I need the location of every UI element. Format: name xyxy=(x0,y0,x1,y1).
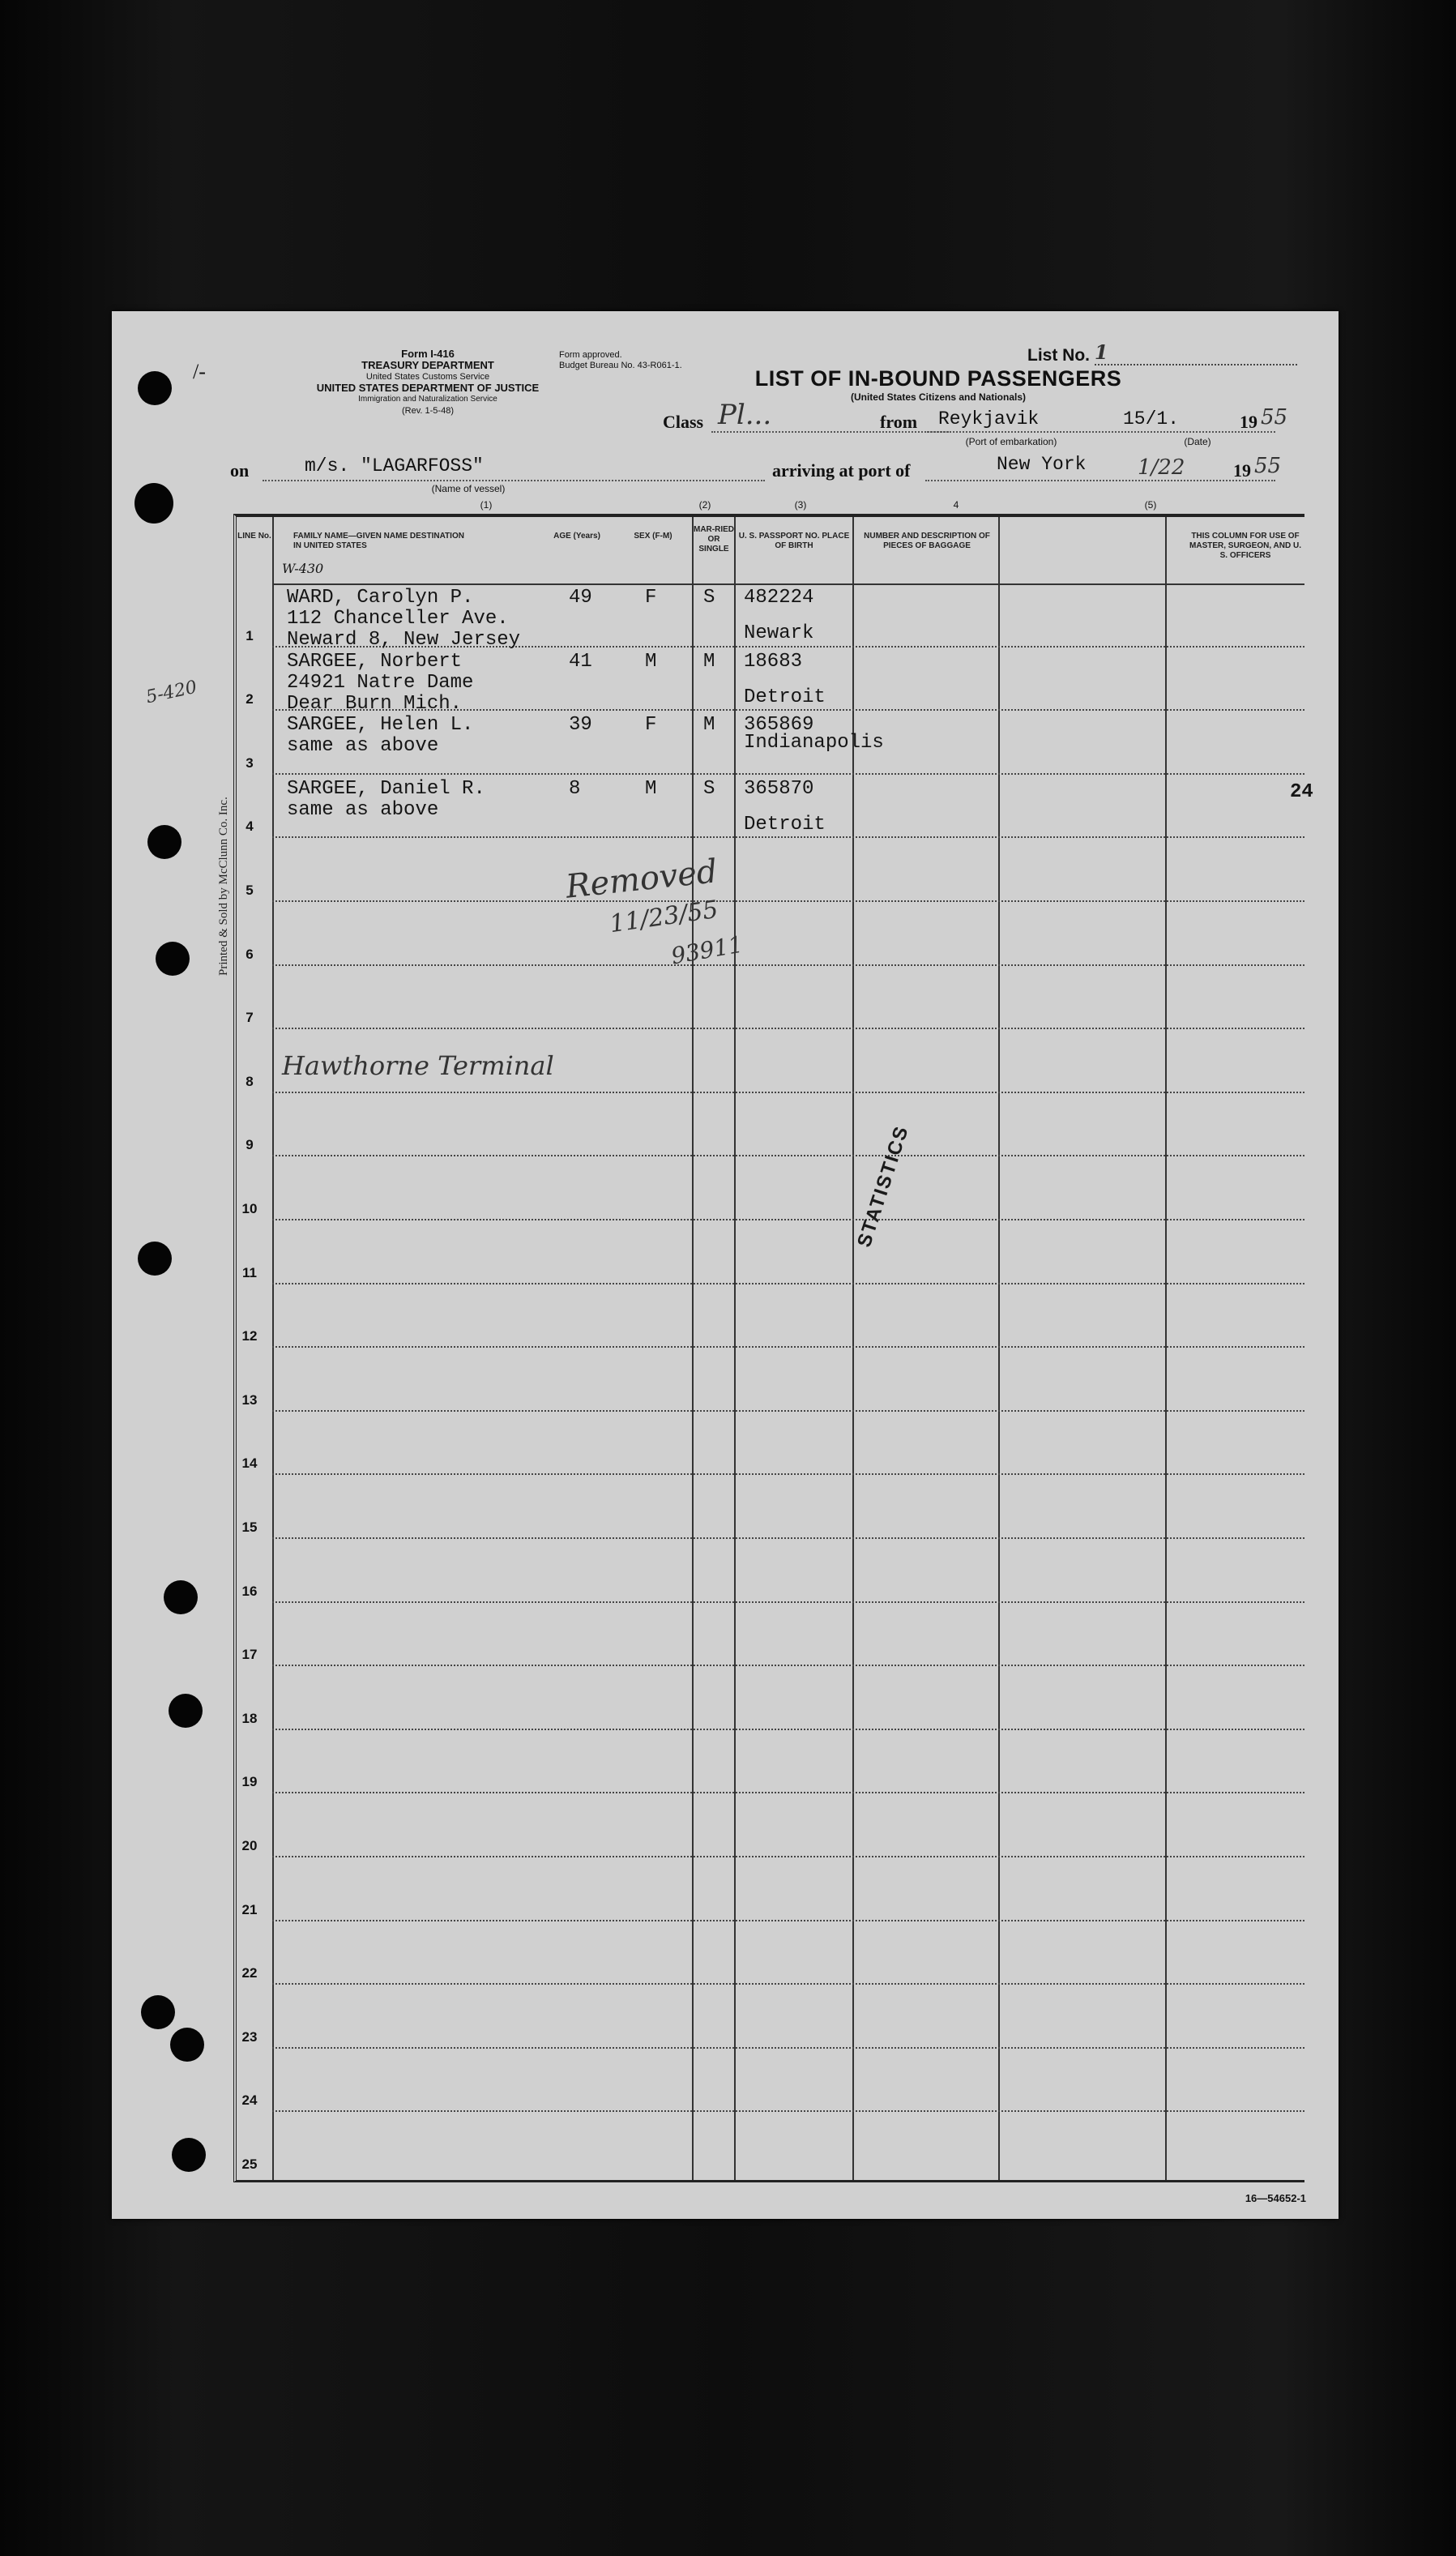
line-number: 7 xyxy=(246,1010,254,1026)
passenger-name: SARGEE, Norbert xyxy=(287,650,463,673)
header-baggage: NUMBER AND DESCRIPTION OF PIECES OF BAGGAGE xyxy=(864,532,990,550)
customs-service: United States Customs Service xyxy=(365,372,490,382)
line-number: 17 xyxy=(241,1647,258,1663)
header-officers: THIS COLUMN FOR USE OF MASTER, SURGEON, AND U. S. OFFICERS xyxy=(1189,532,1301,560)
passenger-address: same as above xyxy=(287,735,439,758)
row-rule xyxy=(272,1346,1304,1348)
budget-bureau: Budget Bureau No. 43-R061-1. xyxy=(559,361,682,370)
line-number: 3 xyxy=(246,754,254,771)
row-rule xyxy=(272,1537,1304,1539)
passenger-address-2: Neward 8, New Jersey xyxy=(287,629,521,651)
line-number: 8 xyxy=(246,1073,254,1089)
col-divider xyxy=(852,517,854,2180)
class-value: Pl... xyxy=(718,399,772,431)
passport-number: 365870 xyxy=(744,777,814,800)
officer-note: 24 xyxy=(1290,780,1313,803)
arrival-year: 55 xyxy=(1254,454,1282,478)
passport-number: 482224 xyxy=(744,587,814,609)
col-divider xyxy=(734,517,736,2180)
margin-mark: /- xyxy=(193,360,206,383)
passenger-address: 112 Chanceller Ave. xyxy=(287,608,509,630)
passenger-name: SARGEE, Helen L. xyxy=(287,714,474,737)
line-number: 22 xyxy=(241,1965,258,1981)
punch-hole xyxy=(138,1242,172,1276)
review-signature: Removed xyxy=(564,853,719,906)
printer-imprint: Printed & Sold by McClunn Co. Inc. xyxy=(217,797,230,976)
line-number: 6 xyxy=(246,946,254,962)
form-header-left xyxy=(298,348,557,417)
list-number xyxy=(1027,340,1297,365)
punch-hole xyxy=(169,1694,203,1728)
passenger-sex: F xyxy=(645,587,657,609)
birth-place: Detroit xyxy=(744,813,826,836)
line-number: 24 xyxy=(241,2092,258,2109)
col-num-3: (3) xyxy=(794,499,807,511)
line-number: 23 xyxy=(241,2028,258,2045)
row-rule xyxy=(272,1155,1304,1156)
terminal-note: Hawthorne Terminal xyxy=(282,1050,554,1081)
line-number: 9 xyxy=(246,1137,254,1153)
passenger-marital: S xyxy=(703,777,715,800)
margin-note: 5-420 xyxy=(144,677,199,708)
row-rule xyxy=(272,1028,1304,1029)
form-code: 16—54652-1 xyxy=(1245,2192,1306,2204)
year-prefix: 19 xyxy=(1240,412,1257,432)
justice-dept: UNITED STATES DEPARTMENT OF JUSTICE xyxy=(316,382,540,394)
passenger-age: 49 xyxy=(569,587,592,609)
arrival-date: 1/22 xyxy=(1138,455,1185,480)
passenger-age: 41 xyxy=(569,650,592,673)
row-rule xyxy=(272,1473,1304,1475)
vessel-field-line xyxy=(263,480,765,481)
punch-hole xyxy=(172,2138,206,2172)
from-field-line xyxy=(927,431,1275,433)
passenger-marital: M xyxy=(703,714,715,737)
subtitle-text: (United States Citizens and Nationals) xyxy=(850,391,1027,403)
line-number: 15 xyxy=(241,1519,258,1535)
line-number: 19 xyxy=(241,1774,258,1790)
row-rule xyxy=(272,1410,1304,1412)
line-number: 10 xyxy=(241,1201,258,1216)
vessel-caption: (Name of vessel) xyxy=(431,483,506,494)
header-married: MAR-RIED OR SINGLE xyxy=(694,525,734,554)
col-num-5: (5) xyxy=(1144,499,1157,511)
line-number: 1 xyxy=(246,627,254,643)
port-embarkation-caption: (Port of embarkation) xyxy=(965,436,1057,447)
header-rule xyxy=(272,583,1304,585)
birth-place: Newark xyxy=(744,622,814,644)
from-label: from xyxy=(880,412,918,432)
header-passport: U. S. PASSPORT NO. PLACE OF BIRTH xyxy=(738,532,850,550)
row-rule xyxy=(272,1219,1304,1220)
line-number: 21 xyxy=(241,1901,258,1917)
embarkation-date: 15/1. xyxy=(1123,408,1180,430)
line-number: 12 xyxy=(241,1328,258,1344)
punch-hole xyxy=(156,942,190,976)
line-number: 16 xyxy=(241,1583,258,1599)
row-rule xyxy=(272,773,1304,775)
form-number: Form I-416 xyxy=(401,348,455,360)
line-number: 18 xyxy=(241,1710,258,1726)
header-sex: SEX (F-M) xyxy=(634,532,672,541)
review-code: 93911 xyxy=(668,930,745,970)
passport-number: 18683 xyxy=(744,650,803,673)
arrival-port: New York xyxy=(997,454,1087,475)
passport-number: 365869 xyxy=(744,714,814,737)
treasury-dept: TREASURY DEPARTMENT xyxy=(361,359,494,371)
line-number: 4 xyxy=(246,819,254,835)
col-num-2: (2) xyxy=(698,499,711,511)
list-number-label: List No. xyxy=(1027,346,1090,365)
row-rule xyxy=(272,1792,1304,1793)
passenger-sex: M xyxy=(645,650,657,673)
col-divider xyxy=(998,517,1000,2180)
embarkation-year: 55 xyxy=(1261,405,1288,430)
line-number: 14 xyxy=(241,1455,258,1472)
passenger-marital: M xyxy=(703,650,715,673)
line-number: 2 xyxy=(246,691,254,707)
passenger-name: SARGEE, Daniel R. xyxy=(287,777,485,800)
row-rule xyxy=(272,1601,1304,1603)
line-number: 20 xyxy=(241,1838,258,1853)
line-number: 25 xyxy=(241,2156,258,2172)
passenger-marital: S xyxy=(703,587,715,609)
col-num-4: 4 xyxy=(953,499,959,511)
date-caption: (Date) xyxy=(1184,436,1211,447)
passenger-address: same as above xyxy=(287,798,439,821)
row-rule xyxy=(272,1092,1304,1093)
punch-hole xyxy=(134,483,173,524)
vessel-name: m/s. "LAGARFOSS" xyxy=(305,455,484,477)
punch-hole xyxy=(138,371,172,405)
punch-hole xyxy=(147,825,181,859)
row-rule xyxy=(272,1983,1304,1985)
punch-hole xyxy=(170,2028,204,2062)
line-number: 13 xyxy=(241,1391,258,1408)
col-divider xyxy=(272,517,274,2180)
col-divider xyxy=(692,517,694,2180)
birth-place: Indianapolis xyxy=(744,732,884,754)
row-rule xyxy=(272,900,1304,902)
passenger-sex: F xyxy=(645,714,657,737)
row-rule xyxy=(272,1283,1304,1284)
col-divider xyxy=(1165,517,1167,2180)
passenger-table xyxy=(233,514,1313,2182)
passenger-age: 8 xyxy=(569,777,581,800)
arriving-label: arriving at port of xyxy=(772,460,911,481)
title-text: LIST OF IN-BOUND PASSENGERS xyxy=(754,366,1122,391)
approval-line: Form approved. xyxy=(559,350,622,360)
arrival-year-prefix: 19 xyxy=(1233,460,1251,481)
header-name: FAMILY NAME—GIVEN NAME DESTINATION IN UNITED STATES xyxy=(293,532,464,550)
ins-service: Immigration and Naturalization Service xyxy=(358,395,497,404)
review-date: 11/23/55 xyxy=(608,895,720,939)
line-number: 11 xyxy=(242,1264,257,1280)
row-rule xyxy=(272,1729,1304,1730)
passenger-address: 24921 Natre Dame xyxy=(287,671,474,694)
punch-hole xyxy=(141,1995,175,2029)
row-rule xyxy=(272,964,1304,966)
row-rule xyxy=(272,1856,1304,1857)
passenger-address-2: Dear Burn Mich. xyxy=(287,692,463,715)
passenger-age: 39 xyxy=(569,714,592,737)
header-age: AGE (Years) xyxy=(553,532,600,541)
passenger-note: W-430 xyxy=(282,561,324,576)
form-approval xyxy=(559,350,682,371)
col-num-1: (1) xyxy=(480,499,493,511)
row-rule xyxy=(272,1920,1304,1921)
line-number: 5 xyxy=(246,883,254,898)
header-line-no: LINE No. xyxy=(237,532,271,541)
row-rule xyxy=(272,836,1304,838)
punch-hole xyxy=(164,1580,198,1614)
row-rule xyxy=(272,2110,1304,2112)
document-title xyxy=(711,366,1165,403)
arrival-field-line xyxy=(925,480,1275,481)
passenger-name: WARD, Carolyn P. xyxy=(287,587,474,609)
birth-place: Detroit xyxy=(744,686,826,708)
class-label: Class xyxy=(663,412,704,432)
passenger-sex: M xyxy=(645,777,657,800)
row-rule xyxy=(272,2047,1304,2049)
embarkation-port: Reykjavik xyxy=(938,408,1040,430)
row-rule xyxy=(272,1665,1304,1666)
manifest-page xyxy=(112,311,1339,2219)
statistics-stamp: STATISTICS xyxy=(853,1122,914,1250)
list-number-value: 1 xyxy=(1094,340,1108,364)
on-label: on xyxy=(230,460,250,481)
revision: (Rev. 1-5-48) xyxy=(402,406,454,416)
